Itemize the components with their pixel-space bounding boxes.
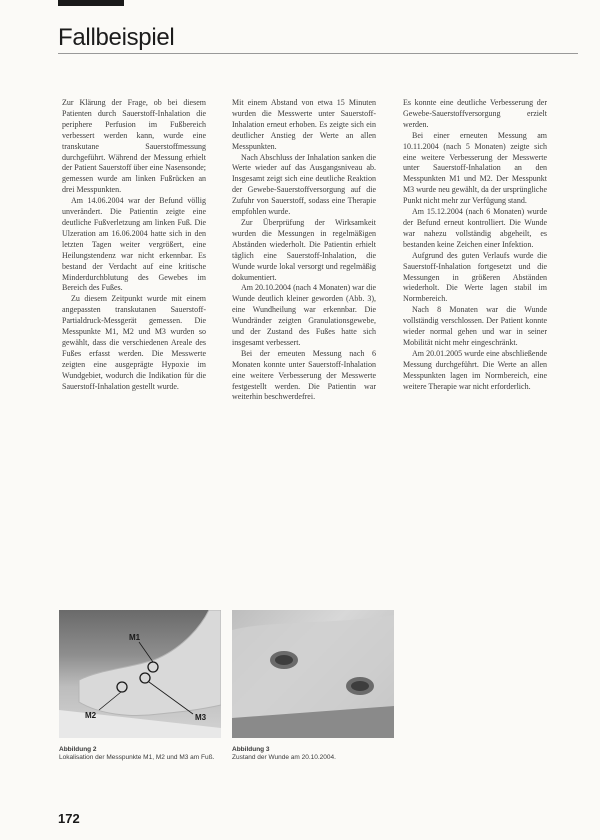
foot-illustration bbox=[59, 610, 221, 738]
page-footer bbox=[58, 810, 80, 828]
text-column-2 bbox=[232, 98, 376, 590]
figure-caption-3 bbox=[232, 746, 392, 762]
figure-caption-2 bbox=[59, 746, 219, 762]
header-bar bbox=[58, 0, 124, 6]
paragraph: Am 20.10.2004 (nach 4 Monaten) war die Wunde deutlich kleiner geworden (Abb. 3), eine Wundheilung war erkennbar. Die Wundränder zeigten Granulationsgewebe, und der Zustand des Fußes hatte sich insgesamt verbessert. bbox=[232, 283, 376, 347]
caption-title: Abbildung 2 bbox=[59, 746, 97, 753]
figure-wound-photo bbox=[232, 610, 394, 738]
paragraph: Aufgrund des guten Verlaufs wurde die Sauerstoff-Inhalation fortgesetzt und die Messungen in größeren Abständen wiederholt. Die Werte lagen stabil im Normbereich. bbox=[403, 250, 547, 304]
paragraph: Am 14.06.2004 war der Befund völlig unverändert. Die Patientin zeigte eine deutliche Fußverletzung am linken Fuß. Die Ulzeration am 16.06.2004 hatte sich in den letzten Tagen weiter vergrößert, eine Heilungstendenz war nicht erkennbar. Es bestand der Verdacht auf eine kritische Minderdurchblutung des Gewebes im Bereich des Fußes. bbox=[62, 196, 206, 293]
paragraph: Am 20.01.2005 wurde eine abschließende Messung durchgeführt. Die Werte an allen Messpunkten lagen im Normbereich, eine weitere Therapie war nicht erforderlich. bbox=[403, 348, 547, 391]
paragraph: Zu diesem Zeitpunkt wurde mit einem angepassten transkutanen Sauerstoff-Partialdruck-Messgerät gemessen. Die Messpunkte M1, M2 und M3 wurden so gewählt, dass die verschiedenen Areale des Fußes erfasst werden. Die Messwerte zeigten eine ausgeprägte Hypoxie im Wundgebiet, wodurch die Indikation für die Sauerstoff-Inhalation gestellt wurde. bbox=[62, 294, 206, 391]
page-title: Fallbeispiel bbox=[58, 24, 175, 51]
paragraph: Zur Klärung der Frage, ob bei diesem Patienten durch Sauerstoff-Inhalation die periphere Perfusion im Fußbereich verbessert werden kann, wurde eine transkutane Sauerstoffmessung durchgeführt. Während der Messung erhielt der Patient Sauerstoff über eine Nasensonde; gemessen wurde am linken Fußrücken an drei Messpunkten. bbox=[62, 98, 206, 195]
text-column-1 bbox=[62, 98, 206, 590]
paragraph: Nach 8 Monaten war die Wunde vollständig verschlossen. Der Patient konnte wieder normal gehen und war in seiner Mobilität nicht mehr eingeschränkt. bbox=[403, 305, 547, 347]
paragraph: Nach Abschluss der Inhalation sanken die Werte wieder auf das Ausgangsniveau ab. Insgesamt zeigt sich eine deutliche Reaktion der Gewebe-Sauerstoffversorgung auf die Zufuhr von Sauerstoff, sodass eine Therapie empfohlen wurde. bbox=[232, 152, 376, 217]
title-divider bbox=[58, 53, 578, 54]
wound-photo bbox=[232, 610, 394, 738]
paragraph: Mit einem Abstand von etwa 15 Minuten wurden die Messwerte unter Sauerstoff-Inhalation erneut erhoben. Es zeigte sich ein deutlicher Anstieg der Werte an allen Messpunkten. bbox=[232, 98, 376, 151]
page-number: 172 bbox=[58, 811, 80, 826]
text-column-3 bbox=[403, 98, 547, 828]
paragraph: Es konnte eine deutliche Verbesserung der Gewebe-Sauerstoffversorgung erzielt werden. bbox=[403, 98, 547, 129]
caption-title: Abbildung 3 bbox=[232, 746, 270, 753]
label-m2: M2 bbox=[85, 711, 97, 720]
paragraph: Bei der erneuten Messung nach 6 Monaten konnte unter Sauerstoff-Inhalation eine weitere Verbesserung der Messwerte festgestellt werden. Die Patientin war weiterhin beschwerdefrei. bbox=[232, 348, 376, 402]
paragraph: Bei einer erneuten Messung am 10.11.2004 (nach 5 Monaten) zeigte sich eine weitere Verbesserung der Messwerte unter Sauerstoff-Inhalation an den Messpunkten M1 und M2. Der Messpunkt M3 wurde neu gewählt, da der ursprüngliche Punkt nicht mehr zur Verfügung stand. bbox=[403, 130, 547, 206]
figure-foot-measurement-points bbox=[59, 610, 221, 738]
paragraph: Zur Überprüfung der Wirksamkeit wurden die Messungen in regelmäßigen Abständen wiederholt. Die Patientin erhielt täglich eine Sauerstoff-Inhalation, die Wunde wurde lokal versorgt und regelmäßig dokumentiert. bbox=[232, 217, 376, 282]
paragraph: Am 15.12.2004 (nach 6 Monaten) wurde der Befund erneut kontrolliert. Die Wunde war nahezu vollständig abgeheilt, es bestanden keine Zeichen einer Infektion. bbox=[403, 207, 547, 249]
caption-text: Zustand der Wunde am 20.10.2004. bbox=[232, 754, 336, 761]
caption-text: Lokalisation der Messpunkte M1, M2 und M3 am Fuß. bbox=[59, 754, 215, 761]
label-m3: M3 bbox=[195, 713, 207, 722]
label-m1: M1 bbox=[129, 633, 141, 642]
